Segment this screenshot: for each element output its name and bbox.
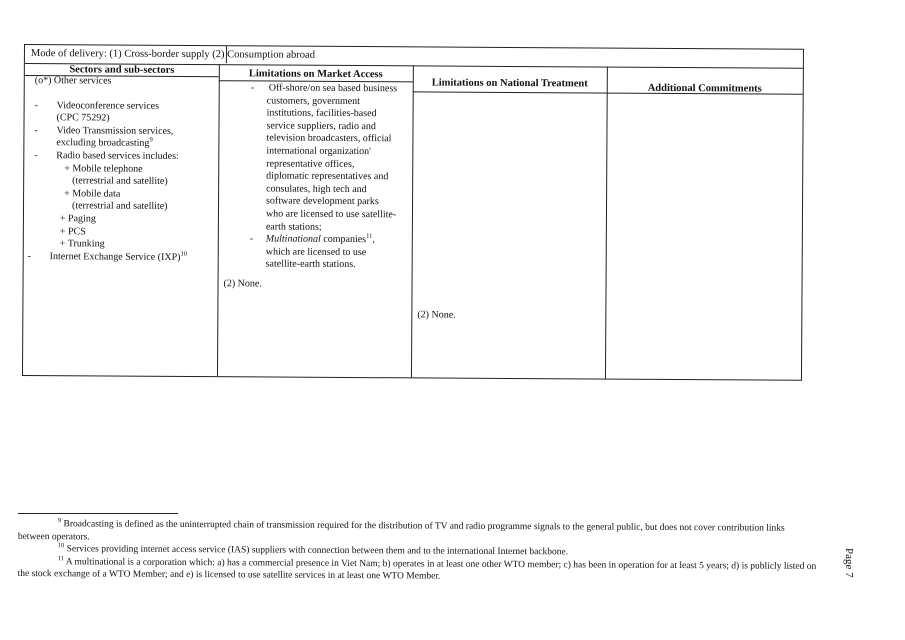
- radio-sub-mobile-telephone: + Mobile telephone: [64, 162, 143, 175]
- column-divider-3: [605, 67, 608, 379]
- footnote-11: $^{11}$ A multinational is a corporation which: a) has a commercial presence in Viet Nam; b) operates in at least one other WTO member; c) has been in operation for at least 5 years; d) is publicly listed on the stock exchange of a WTO Member; and e) is licensed to use satellite services in at least one WTO Member.: [17, 554, 817, 582]
- sector-item-videoconference: - Videoconference services (CPC 75292): [34, 99, 160, 124]
- sector-item-ixp: - Internet Exchange Service (IXP)$^{10}$: [27, 250, 188, 263]
- radio-sub-terrestrial-1: (terrestrial and satellite): [72, 175, 168, 188]
- radio-sub-paging: + Paging: [59, 213, 96, 225]
- market-access-line: who are licensed to use satellite-: [265, 208, 397, 221]
- additional-commitments-cell: [611, 97, 797, 368]
- footnotes: [18, 512, 818, 585]
- column-header-sectors: Sectors and sub-sectors: [69, 64, 175, 76]
- column-header-national-treatment: Limitations on National Treatment: [431, 77, 588, 90]
- market-access-line: customers, government: [266, 95, 361, 107]
- market-access-cell: [250, 82, 411, 272]
- market-access-line: satellite-earth stations.: [265, 258, 356, 271]
- page-number: Page 7: [843, 548, 855, 578]
- market-access-mode2: (2) None.: [223, 278, 262, 290]
- market-access-item-multinational: - Multinational companies$^{11}$,: [249, 232, 375, 246]
- national-treatment-mode2: (2) None.: [417, 309, 456, 321]
- sectors-cell: [27, 75, 217, 264]
- market-access-line: television broadcasters, official: [266, 132, 392, 145]
- sector-item-video-transmission: - Video Transmission services, excluding broadcasting$^9$: [34, 124, 174, 150]
- market-access-line: service suppliers, radio and: [266, 120, 376, 132]
- footnote-9: $^9$ Broadcasting is defined as the uninterrupted chain of transmission required for the distribution of TV and radio programme signals to the general public, but does not cover contribution links between operators.: [17, 517, 785, 542]
- sector-item-radio: - Radio based services includes:: [34, 150, 179, 162]
- market-access-line: software development parks: [266, 195, 379, 208]
- mode-of-delivery: Mode of delivery: (1) Cross-border supply (2) Consumption abroad: [30, 48, 316, 61]
- market-access-line: representative offices,: [266, 158, 355, 170]
- column-divider-2: [411, 65, 414, 377]
- footnote-10: $^{10}$ Services providing internet access service (IAS) suppliers with connection between them and to the international Internet backbone.: [57, 542, 569, 558]
- column-header-market-access: Limitations on Market Access: [248, 68, 383, 81]
- market-access-line: earth stations;: [265, 221, 322, 233]
- market-access-line: institutions, facilities-based: [266, 107, 377, 120]
- market-access-line: which are licensed to use: [265, 246, 367, 258]
- radio-sub-pcs: + PCS: [59, 225, 86, 237]
- market-access-line: international organization': [266, 145, 372, 158]
- radio-sub-terrestrial-2: (terrestrial and satellite): [71, 200, 168, 213]
- column-header-additional-commitments: Additional Commitments: [647, 82, 762, 95]
- column-divider-1: [217, 64, 220, 376]
- sector-heading: (o*) Other services: [34, 75, 112, 87]
- radio-sub-mobile-data: + Mobile data: [64, 187, 121, 200]
- radio-sub-trunking: + Trunking: [59, 238, 105, 250]
- market-access-line: consulates, high tech and: [266, 183, 367, 195]
- schedule-table: [22, 44, 804, 381]
- market-access-line: diplomatic representatives and: [266, 170, 389, 183]
- market-access-item-offshore: - Off-shore/on sea based business: [250, 82, 398, 95]
